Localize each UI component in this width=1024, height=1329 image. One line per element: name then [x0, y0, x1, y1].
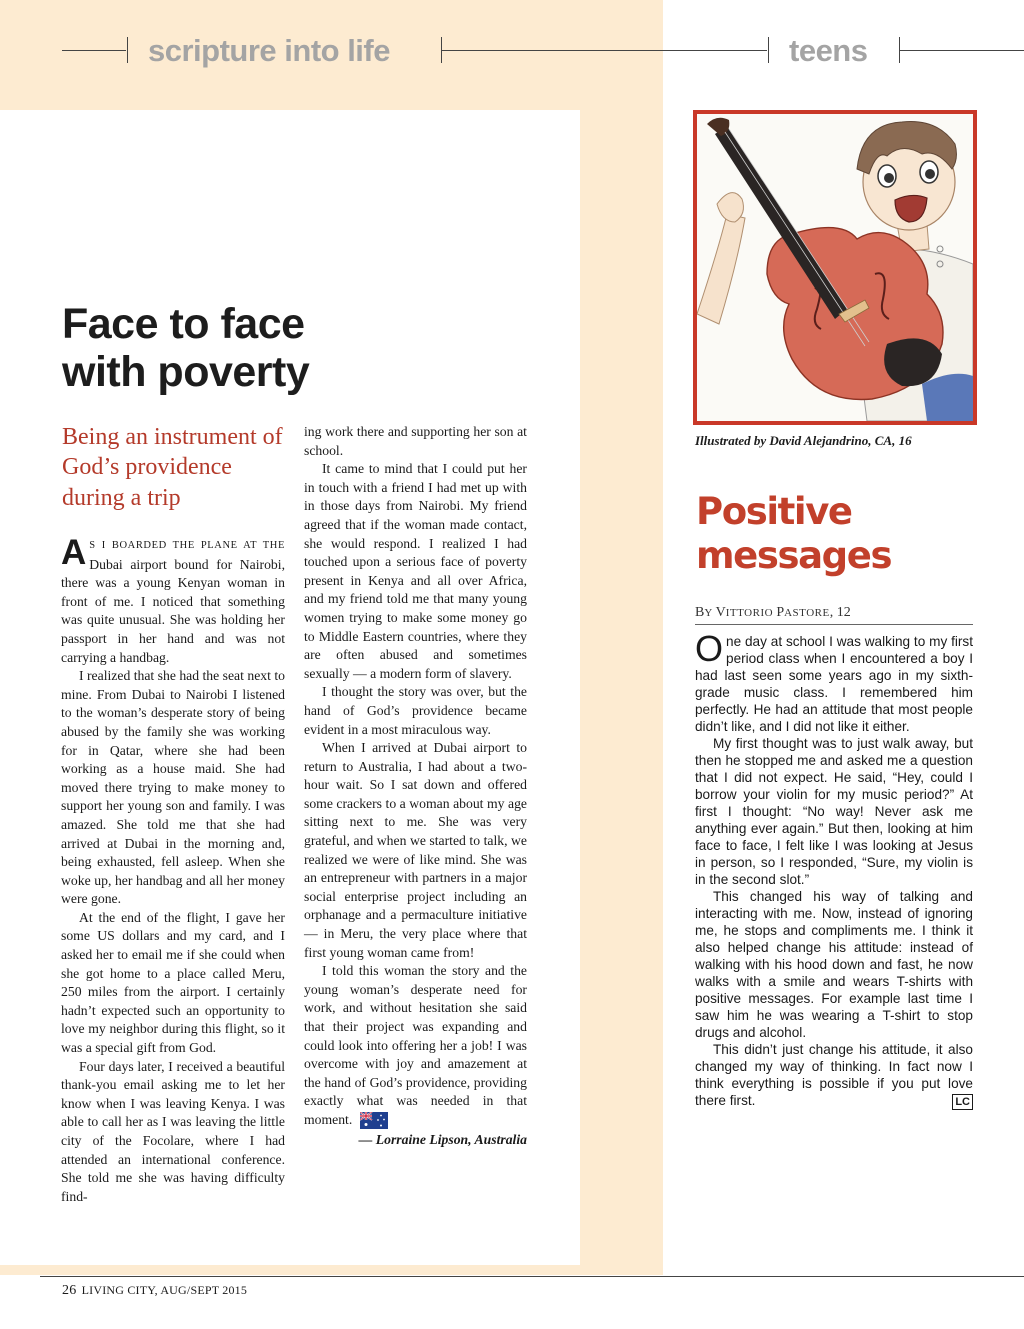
byline-initial: V [715, 605, 726, 620]
page-footer [62, 1283, 247, 1299]
article-signature: — Lorraine Lipson, Australia [358, 1131, 527, 1147]
publication-line: LIVING CITY, AUG/SEPT 2015 [81, 1283, 248, 1297]
article-paragraph: It came to mind that I could put her in touch with a friend I had met up with in those days from Nairobi. My friend agreed that if the woman made contact, she would respond. I realized I had touched upon a serious face of poverty present in Kenya and all over Africa, and my friend told me that many young women trying to make some money go to Middle Eastern countries, where they are often abused and sometimes sexually — a modern form of slavery. [304, 461, 527, 681]
final-paragraph-text: I told this woman the story and the young woman’s desperate need for work, and without hesitation she said that their project was expanding and could look into offering her a job! I was overcome with joy and amazement at the hand of God’s providence, providing exactly what was needed in that moment. [304, 963, 527, 1127]
article-paragraph: My first thought was to just walk away, but then he stopped me and asked me a question that I did not expect. He said, “Hey, could I borrow your violin for my music period?” At first I thought: “No way! Never ask me anything ever again.” But then, looking at him face to face, I felt like I was looking at Jesus in person, so I responded, “Sure, my violin is in the second slot.” [695, 736, 973, 887]
drop-cap: O [695, 628, 724, 669]
article-byline [695, 605, 973, 625]
article-paragraph: When I arrived at Dubai airport to return to Australia, I had about a two-hour wait. So I sat down and offered some crackers to a woman about my age sitting next to me. She was very grateful, and when we started to talk, we realized we were of like mind. She was an entrepreneur with partners in a major social enterprise project including an orphanage and a permaculture initiative — in Meru, the very place where that first young woman came from! [304, 740, 527, 960]
drop-cap: A [61, 533, 87, 572]
lc-end-mark-icon: LC [952, 1094, 973, 1110]
article-paragraph: This changed his way of talking and interacting with me. Now, instead of ignoring me, he stops and compliments me. I think it also helped change his attitude: instead of walking with his hood down and fast, he now walks with a smile and wears T-shirts with positive messages. For example last time I saw him he was wearing a T-shirt to stop drugs and alcohol. [695, 889, 973, 1040]
lead-text: ne day at school I was walking to my first period class when I encountered a boy I had last seen some years ago in my sixth-grade music class. I remembered him perfectly. He had an attitude that most people didn’t like, and I did not like it either. [695, 634, 973, 734]
article-subhead: Being an instrument of God’s providence during a trip [62, 424, 283, 511]
section-label-teens: teens [789, 33, 868, 68]
byline-age: , 12 [829, 605, 851, 620]
byline-smallcaps: ITTORIO [725, 607, 777, 619]
lead-smallcaps: S I BOARDED THE PLANE AT THE [89, 540, 285, 551]
header-rule-right [900, 50, 1024, 51]
header-tick [768, 37, 769, 63]
byline-initial: P [776, 605, 785, 620]
article-paragraph-final [695, 1041, 973, 1109]
article-title: Positive messages [696, 490, 892, 578]
header-tick [127, 37, 128, 63]
article-paragraph: I realized that she had the seat next to mine. From Dubai to Nairobi I listened to the woman’s desperate story of being abused by the family she was working for in Qatar, where she had been working as a house maid. She had moved there trying to make money to support her young son and family. I was amazed. She told me that she had arrived at Dubai in the morning and, being exhausted, fell asleep. When she woke up, her handbag and all her money were gone. [61, 668, 285, 907]
byline-smallcaps: ASTORE [784, 607, 830, 619]
illustration-caption: Illustrated by David Alejandrino, CA, 16 [695, 433, 912, 448]
article-column-right [695, 628, 973, 1110]
final-paragraph-text: This didn’t just change his attitude, it also changed my way of thinking. In fact now I think everything is possible if you put love there first. [695, 1042, 973, 1108]
byline-smallcaps: Y [704, 607, 716, 619]
article-paragraph: At the end of the flight, I gave her some US dollars and my card, and I asked her to email me if she could when she got home to a place called Meru, 250 miles from the airport. I certainly hadn’t expected such an opportunity to love my neighbor during this flight, so it was a special gift from God. [61, 909, 285, 1056]
lead-text: Dubai airport bound for Nairobi, there was a young Kenyan woman in front of me. I noticed that something was quite unusual. She was holding her passport in her hand and was not carrying a handbag. [61, 556, 285, 665]
article-paragraph-continued: ing work there and supporting her son at school. [304, 424, 527, 458]
article-paragraph-final [304, 962, 527, 1129]
article-paragraph: I thought the story was over, but the hand of God’s providence became evident in a most miraculous way. [304, 684, 527, 737]
article-headline: Face to face with poverty [62, 300, 310, 397]
article-column-left [61, 535, 285, 1206]
article-lead-paragraph [61, 535, 285, 667]
australia-flag-icon [360, 1112, 388, 1129]
boy-with-violin-drawing-icon [697, 114, 973, 421]
section-label-scripture: scripture into life [148, 33, 390, 68]
page-number: 26 [62, 1283, 77, 1298]
article-paragraph: Four days later, I received a beautiful thank-you email asking me to let her know when I was leaving Kenya. I was able to call her as I was leaving the little city of the Focolare, where I had attended an international conference. She told me she was having difficulty find- [61, 1058, 285, 1204]
article-lead-paragraph [695, 628, 973, 735]
byline-initial: B [695, 605, 705, 620]
illustration-frame [693, 110, 977, 425]
header-rule-left [62, 50, 126, 51]
header-rule-middle [442, 50, 767, 51]
article-column-middle [304, 423, 527, 1149]
footer-rule [40, 1276, 1024, 1277]
